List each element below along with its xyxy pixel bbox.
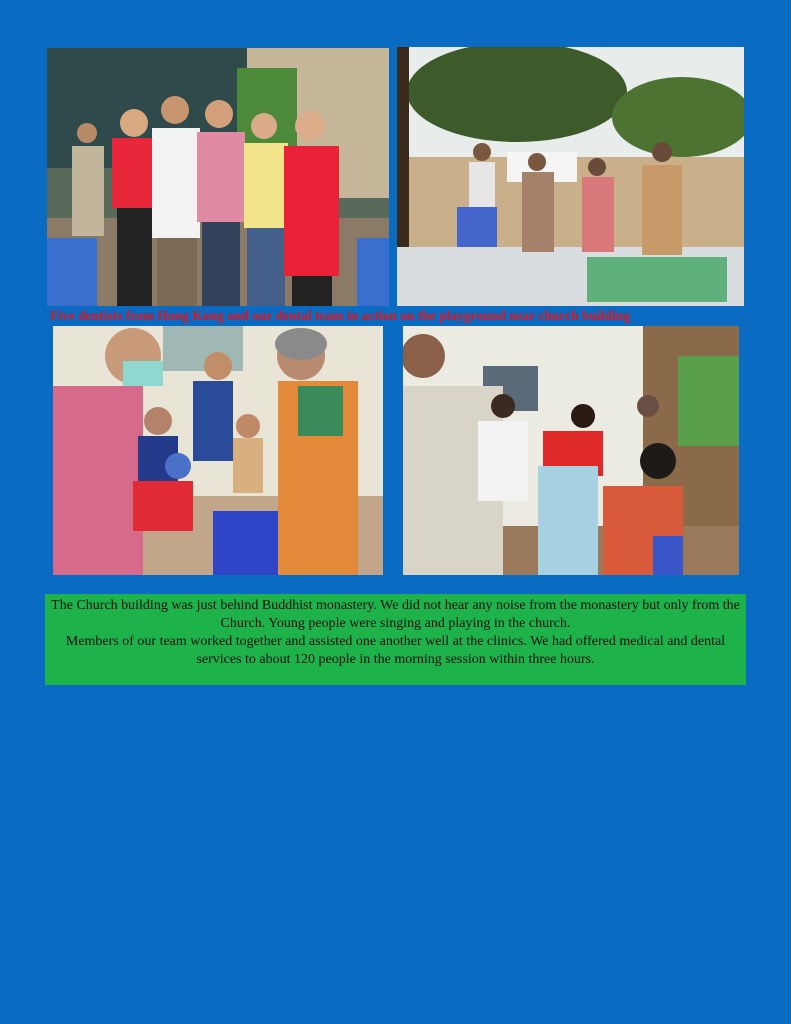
photo-dentist-examining [53, 326, 383, 575]
description-paragraph-2: Members of our team worked together and assisted one another well at the clinics. We had offered medical and dental services to about 120 people in the morning session within three hours. [65, 634, 726, 667]
description-box [45, 594, 746, 685]
description-paragraph-1: The Church building was just behind Buddhist monastery. We did not hear any noise from the monastery but only from the Church. Young people were singing and playing in the church. [51, 598, 740, 631]
photo-dental-team-playground [397, 47, 744, 306]
photo-dentists-group [47, 48, 389, 306]
photo-team-assisting [403, 326, 739, 575]
photo-caption: Five dentists from Hong Kong and our dental team in action on the playground near church building [50, 308, 631, 323]
